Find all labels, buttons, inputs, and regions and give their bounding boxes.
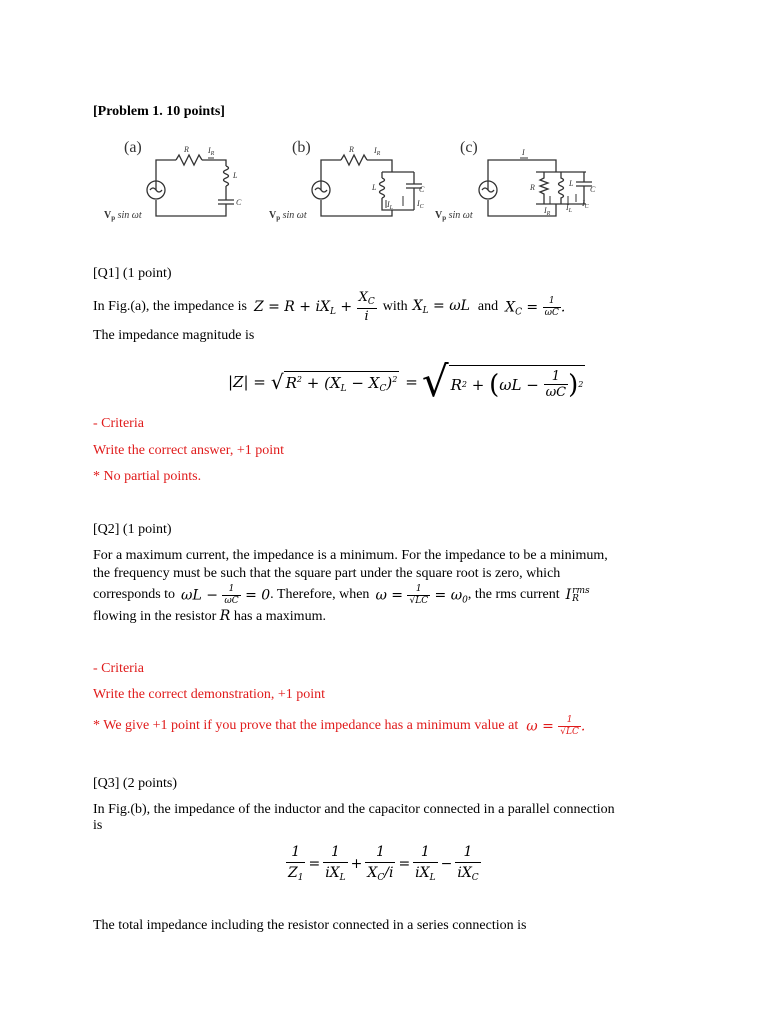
q1-xl-formula: $X_L = \omega L$ — [412, 298, 470, 316]
problem-title: [Problem 1. 10 points] — [93, 104, 225, 119]
q3-p1: In Fig.(b), the impedance of the inductor and the capacitor connected in a parallel connection — [93, 802, 615, 817]
q2-p4-text-b: has a maximum. — [233, 609, 326, 624]
fig-c-ic-label: I — [582, 199, 585, 208]
q1-criteria-1: Write the correct answer, +1 point — [93, 443, 285, 458]
fig-c-i-label: I — [522, 148, 525, 157]
svg-text:IR — [373, 146, 381, 157]
q2-criteria-title: - Criteria — [93, 661, 144, 676]
q2-p3 — [93, 580, 590, 610]
fig-b-ic-sub: C — [419, 204, 424, 210]
q2-p3-text-b: . Therefore, when — [270, 587, 370, 602]
fig-c-tag: (c) — [460, 139, 478, 156]
fig-c-r-label: R — [530, 183, 535, 192]
fig-a-c-label: C — [236, 198, 242, 207]
fig-b-c-label: C — [419, 185, 425, 194]
q1-z-formula: $Z = R + iX_L$ + $\frac{X_C}{i}$ — [253, 290, 375, 324]
fig-b-il-sub: L — [389, 205, 394, 211]
circuit-b — [312, 155, 422, 216]
q2-p2: the frequency must be such that the square part under the square root is zero, which — [93, 566, 561, 581]
svg-text:IC — [581, 199, 590, 210]
fig-c-ir-sub: R — [546, 211, 551, 217]
fig-c-source: V — [435, 210, 443, 221]
fig-b-source: V — [269, 210, 277, 221]
fig-a-l-label: L — [233, 171, 238, 180]
q2-criteria-1: Write the correct demonstration, +1 point — [93, 687, 326, 702]
q1-text-b: with — [382, 299, 408, 314]
q1-magnitude-equation: |Z| = √ $R^2 + (X_L - X_C)^2$ = √ R 2 + ( ωL − $\frac{1}{\omega C}$ ) 2 — [228, 357, 584, 406]
fig-c-c-label: C — [590, 185, 596, 194]
q1-heading: [Q1] (1 point) — [93, 266, 172, 281]
fig-c-source-sub: p — [442, 214, 447, 222]
q2-r-symbol: R — [219, 608, 231, 624]
q2-irms-symbol: I rms R — [565, 585, 590, 604]
fig-b-r-label: R — [349, 145, 354, 154]
fig-a-source: V — [104, 210, 112, 221]
fig-b-l-label: L — [372, 183, 377, 192]
q3-heading: [Q3] (2 points) — [93, 776, 177, 791]
q1-criteria-2: * No partial points. — [93, 469, 202, 484]
q1-impedance-line — [93, 291, 565, 323]
svg-text:IC — [416, 199, 425, 210]
fig-a-r-label: R — [184, 145, 189, 154]
fig-b-ic-label: I — [417, 199, 420, 208]
q1-text-a: In Fig.(a), the impedance is — [93, 299, 247, 314]
q1-text-c: and — [477, 299, 499, 314]
q2-criteria-2 — [93, 711, 585, 741]
fig-c-ir-label: I — [544, 206, 547, 215]
circuit-figure — [96, 134, 616, 226]
q3-parallel-equation: $\frac{1}{Z_1}$ = $\frac{1}{iX_L}$ + $\frac{1}{X_C/i}$ = $\frac{1}{iX_L}$ − $\frac{1}{iX_C}$ — [288, 844, 479, 883]
svg-text:Vp sin ωt — [269, 210, 307, 222]
fig-c-l-label: L — [569, 179, 574, 188]
q2-p3-text-c: , the rms current — [467, 587, 560, 602]
fig-a-source-sub: p — [111, 214, 116, 222]
fig-b-tag: (b) — [292, 139, 311, 156]
fig-b-source-sub: p — [276, 214, 281, 222]
q2-resonance-condition: ωL − $\frac{1}{\omega C}$ = 0 — [181, 583, 271, 606]
q2-criteria-2-text: * We give +1 point if you prove that the impedance has a minimum value at — [93, 718, 519, 733]
fig-c-ic-sub: C — [584, 204, 589, 210]
fig-a-tag: (a) — [124, 139, 142, 156]
q2-criteria-omega: ω = $\frac{1}{√LC}$ . — [526, 714, 586, 737]
q3-p2: is — [93, 818, 103, 833]
fig-a-i-label: I — [208, 146, 211, 155]
q2-p3-text-a: corresponds to — [93, 587, 176, 602]
q3-p3: The total impedance including the resistor connected in a series connection is — [93, 918, 527, 933]
fig-b-il-label: I — [387, 200, 390, 209]
fig-a-i-sub: R — [210, 151, 215, 157]
fig-b-i-label: I — [374, 146, 377, 155]
q2-heading: [Q2] (1 point) — [93, 522, 172, 537]
circuit-a — [147, 155, 234, 216]
q2-p4 — [93, 608, 326, 625]
q1-xc-formula: $X_C$ = $\frac{1}{\omega C}$ . — [505, 295, 566, 318]
q1-line2: The impedance magnitude is — [93, 328, 255, 343]
svg-text:IR — [207, 146, 215, 157]
fig-c-il-label: I — [566, 203, 569, 212]
q2-omega-formula: ω = $\frac{1}{√LC}$ = $\omega_0$ — [375, 583, 468, 606]
svg-text:Vp sin ωt — [435, 210, 473, 222]
fig-c-il-sub: L — [568, 208, 573, 214]
q2-p4-text-a: flowing in the resistor — [93, 609, 217, 624]
fig-a-source-rest: sin ωt — [115, 210, 142, 221]
fig-c-source-rest: sin ωt — [446, 210, 473, 221]
fig-b-i-sub: R — [376, 151, 381, 157]
q1-criteria-title: - Criteria — [93, 416, 144, 431]
q2-p1: For a maximum current, the impedance is a minimum. For the impedance to be a minimum, — [93, 548, 608, 563]
svg-text:Vp sin ωt — [104, 210, 142, 222]
fig-b-source-rest: sin ωt — [280, 210, 307, 221]
circuit-c — [479, 158, 592, 216]
